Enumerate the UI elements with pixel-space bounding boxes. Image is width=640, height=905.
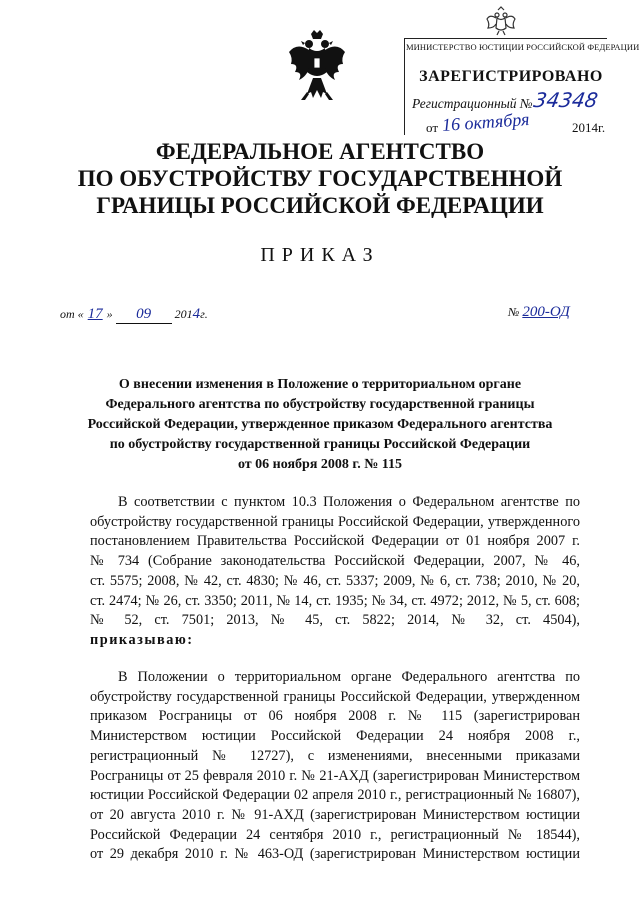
paragraph-line: от 29 декабря 2010 г. № 463-ОД (зарегистрирован Министерством юстиции	[90, 846, 580, 863]
paragraph-line: приказом Росграницы от 06 ноября 2008 г. № 115 (зарегистрирован	[90, 708, 580, 725]
order-subject	[60, 375, 580, 475]
agency-name-line: ГРАНИЦЫ РОССИЙСКОЙ ФЕДЕРАЦИИ	[96, 193, 544, 218]
paragraph-line: ст. 2474; № 26, ст. 3350; 2011, № 14, ст. 1935; № 34, ст. 4972; 2012, № 5, ст. 608;	[90, 592, 580, 609]
stamp-emblem-icon	[486, 6, 516, 36]
paragraph-line: от 20 августа 2010 г. № 91-АХД (зарегистрирован Министерством юстиции	[90, 806, 580, 823]
paragraph-line: ст. 5575; 2008, № 42, ст. 4830; № 46, ст. 5337; 2009, № 6, ст. 738; 2010, № 20,	[90, 572, 580, 589]
order-title: ПРИКАЗ	[260, 244, 380, 266]
paragraph-line: обустройству государственной границы Российской Федерации, утвержденном	[90, 688, 580, 705]
subject-line: по обустройству государственной границы Российской Федерации	[109, 437, 531, 452]
order-date	[60, 306, 208, 324]
paragraph-line: обустройству государственной границы Российской Федерации, утвержденного	[90, 513, 580, 530]
agency-name	[60, 138, 580, 219]
preamble-paragraph	[90, 493, 580, 651]
stamp-ministry-name: МИНИСТЕРСТВО ЮСТИЦИИ РОССИЙСКОЙ ФЕДЕРАЦИИ	[406, 42, 640, 52]
date-year-suffix: г.	[200, 307, 208, 321]
agency-name-line: ПО ОБУСТРОЙСТВУ ГОСУДАРСТВЕННОЙ	[77, 166, 563, 191]
paragraph-line: Министерством юстиции Российской Федерации 24 ноября 2008 г.,	[90, 728, 580, 745]
paragraph-line: постановлением Правительства Российской Федерации от 01 ноября 2007 г.	[90, 533, 580, 550]
date-day: 17	[87, 306, 103, 322]
order-number	[508, 304, 570, 321]
stamp-regno-label: Регистрационный №	[412, 96, 533, 111]
date-year-prefix: 201	[174, 307, 193, 321]
subject-line: Российской Федерации, утвержденное приказом Федерального агентства	[87, 417, 553, 432]
paragraph-line: регистрационный № 12727), с изменениями, внесенными приказами	[90, 747, 580, 764]
date-prefix: от «	[60, 307, 84, 321]
stamp-registered-label: ЗАРЕГИСТРИРОВАНО	[419, 68, 603, 85]
date-day-close: »	[106, 307, 113, 321]
paragraph-line: В соответствии с пунктом 10.3 Положения о Федеральном агентстве по	[118, 494, 580, 510]
number-value: 200-ОД	[522, 304, 570, 320]
paragraph-line: Российской Федерации 24 сентября 2010 г., регистрационный № 18544),	[90, 826, 580, 843]
date-month: 09	[116, 306, 172, 324]
paragraph-line: № 734 (Собрание законодательства Российской Федерации, 2007, № 46,	[90, 553, 580, 570]
number-prefix: №	[508, 305, 520, 319]
paragraph-line: юстиции Российской Федерации 02 апреля 2010 г., регистрационный № 16807),	[90, 787, 580, 804]
stamp-date-value: 16 октября	[441, 108, 531, 136]
subject-line: О внесении изменения в Положение о территориальном органе	[118, 377, 522, 392]
paragraph-line: Росграницы от 25 февраля 2010 г. № 21-АХД (зарегистрирован Министерством	[90, 767, 580, 784]
paragraph-line: № 52, ст. 7501; 2013, № 45, ст. 5822; 2014, № 32, ст. 4504),	[90, 612, 580, 629]
subject-line: Федерального агентства по обустройству государственной границы	[105, 397, 535, 412]
agency-name-line: ФЕДЕРАЛЬНОЕ АГЕНТСТВО	[155, 139, 485, 164]
coat-of-arms-icon	[287, 28, 347, 108]
stamp-regno-value: 34348	[531, 88, 600, 112]
date-year-hand: 4	[192, 306, 201, 322]
paragraph-line: В Положении о территориальном органе Федерального агентства по	[118, 669, 580, 685]
decree-word: приказываю:	[90, 631, 194, 648]
stamp-year-suffix: 2014г.	[572, 120, 606, 135]
subject-line: от 06 ноября 2008 г. № 115	[237, 457, 402, 472]
stamp-from-label: от	[426, 120, 439, 135]
amendment-paragraph	[90, 668, 580, 865]
